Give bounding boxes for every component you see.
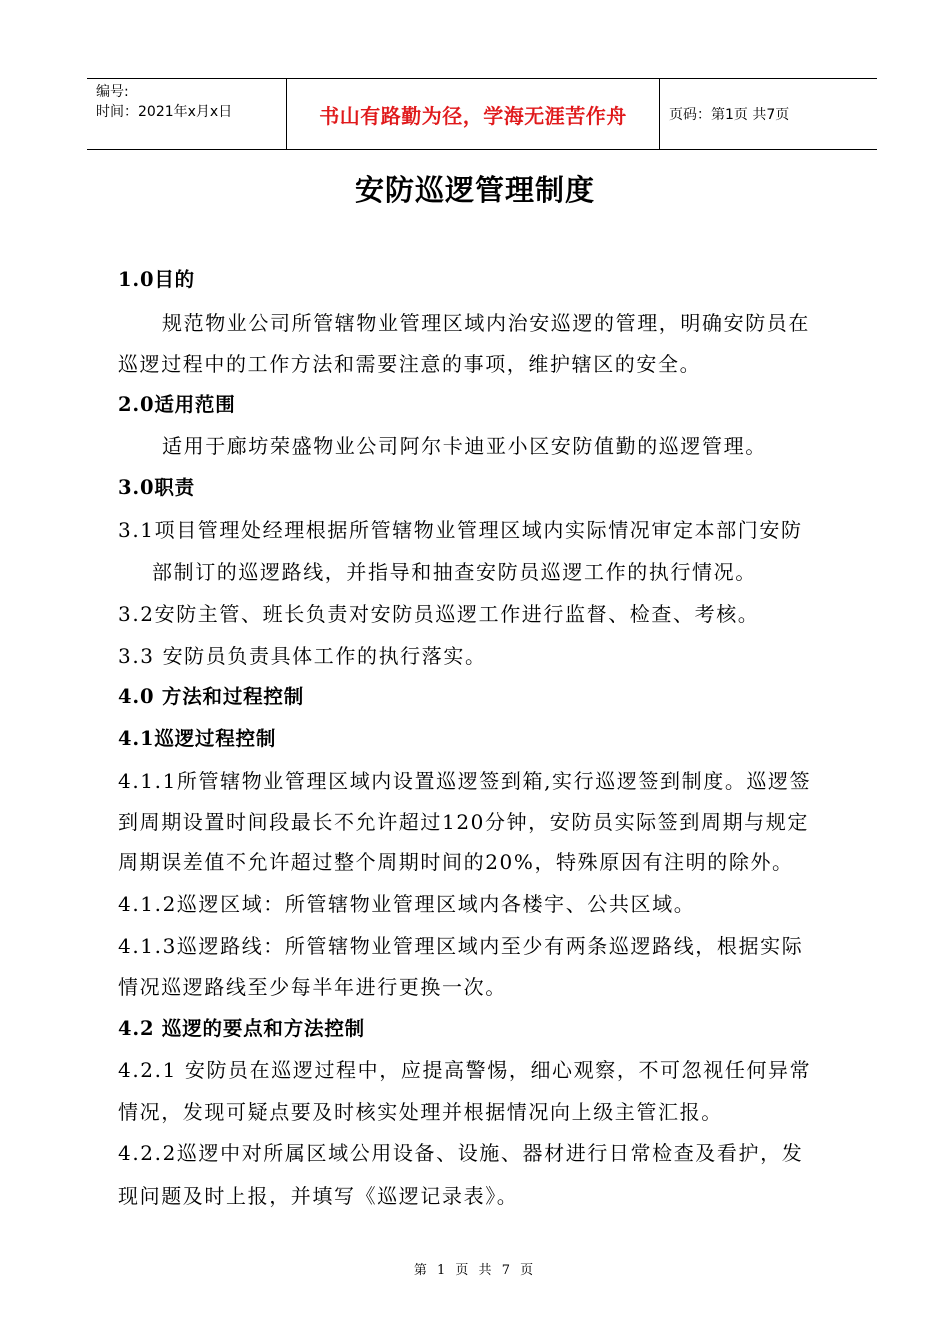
page-footer: 第 1 页 共 7 页	[413, 1263, 537, 1278]
body-line: 4.2.2巡逻中对所属区域公用设备、设施、器材进行日常检查及看护，发	[118, 1141, 804, 1165]
subsection-heading-patrol-process: 4.1巡逻过程控制	[118, 727, 277, 750]
body-line: 现问题及时上报，并填写《巡逻记录表》。	[118, 1184, 519, 1208]
body-line: 3.1项目管理处经理根据所管辖物业管理区域内实际情况审定本部门安防	[118, 518, 803, 542]
body-line: 周期误差值不允许超过整个周期时间的20%，特殊原因有注明的除外。	[118, 850, 794, 874]
header-number-label: 编号:	[96, 84, 129, 100]
body-line: 4.1.2巡逻区域：所管辖物业管理区域内各楼宇、公共区域。	[118, 892, 696, 916]
body-line: 情况巡逻路线至少每半年进行更换一次。	[118, 975, 507, 999]
body-line: 3.3 安防员负责具体工作的执行落实。	[118, 644, 487, 668]
header-time-label: 时间：2021年x月x日	[96, 104, 233, 120]
body-line: 巡逻过程中的工作方法和需要注意的事项，维护辖区的安全。	[118, 352, 702, 376]
section-heading-duties: 3.0职责	[118, 476, 195, 499]
body-line: 情况，发现可疑点要及时核实处理并根据情况向上级主管汇报。	[118, 1100, 723, 1124]
subsection-heading-patrol-points: 4.2 巡逻的要点和方法控制	[118, 1017, 365, 1040]
body-line: 3.2安防主管、班长负责对安防员巡逻工作进行监督、检查、考核。	[118, 602, 760, 626]
section-heading-purpose: 1.0目的	[118, 268, 195, 291]
section-heading-methods: 4.0 方法和过程控制	[118, 685, 305, 708]
body-line: 规范物业公司所管辖物业管理区域内治安巡逻的管理，明确安防员在	[162, 311, 810, 335]
header-page-info: 页码：第1页 共7页	[669, 107, 790, 123]
body-line: 适用于廊坊荣盛物业公司阿尔卡迪亚小区安防值勤的巡逻管理。	[162, 434, 767, 458]
header-motto: 书山有路勤为径，学海无涯苦作舟	[286, 79, 660, 149]
body-line: 4.1.1所管辖物业管理区域内设置巡逻签到箱,实行巡逻签到制度。巡逻签	[118, 769, 812, 793]
document-title: 安防巡逻管理制度	[354, 173, 595, 207]
header-meta	[96, 79, 296, 149]
body-line: 到周期设置时间段最长不允许超过120分钟，安防员实际签到周期与规定	[118, 810, 809, 834]
body-line: 部制订的巡逻路线，并指导和抽查安防员巡逻工作的执行情况。	[152, 560, 757, 584]
body-line: 4.2.1 安防员在巡逻过程中，应提高警惕，细心观察，不可忽视任何异常	[118, 1058, 812, 1082]
section-heading-scope: 2.0适用范围	[118, 393, 236, 416]
body-line: 4.1.3巡逻路线：所管辖物业管理区域内至少有两条巡逻路线，根据实际	[118, 934, 804, 958]
document-header	[87, 78, 877, 150]
